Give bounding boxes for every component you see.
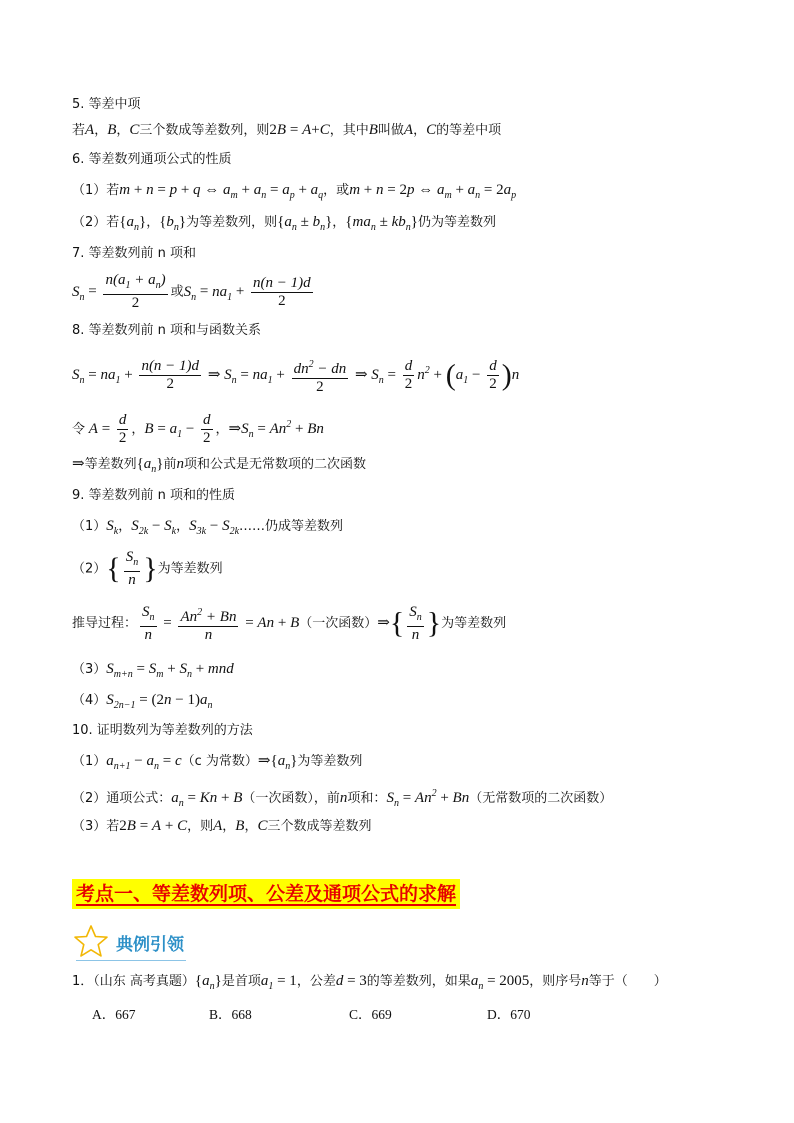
section-6-item-2: （2）若$\{a_n\}$，$\{b_n\}$为等差数列，则$\{a_n \pm b_n\}$，$\{ma_n \pm kb_n\}$仍为等差数列 xyxy=(72,214,496,233)
fraction: $\frac{d}{2}$ xyxy=(118,412,127,446)
section-10-item-3: （3）若2B = A + C，则A，B，C三个数成等差数列 xyxy=(72,818,372,834)
section-9-derivation: 推导过程： $\frac{S_n}{n}$ = $\frac{An^2 + Bn}{n}$ = An + B（一次函数）⇒{ $\frac{S_n}{n}$ }为等差数列 xyxy=(72,603,507,643)
section-7-heading: 7. 等差数列前 n 项和 xyxy=(72,246,197,261)
section-5-heading: 5. 等差中项 xyxy=(72,97,141,112)
fraction: $\frac{d}{2}$ xyxy=(203,412,211,446)
question-1: 1．（山东 高考真题）$\{a_n\}$是首项$a_1 = 1$，公差d = 3的等差数列，如果$a_n = 2005$，则序号n等于（ ） xyxy=(72,973,667,992)
fraction: $\frac{S_n}{n}$ xyxy=(142,603,155,643)
fraction: $\frac{An^2 + Bn}{n}$ xyxy=(178,604,238,644)
section-6-item-1: （1）若m + n = p + q ⇔ $a_m + a_n = a_p + a_q$，或m + n = 2p ⇔ $a_m + a_n = 2a_p$ xyxy=(72,182,517,201)
fraction: $\frac{S_n}{n}$ xyxy=(125,549,139,588)
section-8-let: 令 A = $\frac{d}{2}$ ，$B = a_1$ − $\frac{d}{2}$ ，$\Rightarrow S_n = An^2 + Bn$ xyxy=(72,412,324,446)
section-9-item-4: $(4)S_{2n-1} = (2n - 1)a_n$ xyxy=(72,692,213,711)
option-b[interactable]: B．668 xyxy=(209,1007,252,1022)
section-6-heading: 6. 等差数列通项公式的性质 xyxy=(72,152,232,167)
fraction: $\frac{S_n}{n}$ xyxy=(409,603,422,643)
fraction: $\frac{n(a_1 + a_n)}{2}$ xyxy=(105,272,166,311)
section-9-item-2: （2）{ $\frac{S_n}{n}$ }为等差数列 xyxy=(72,549,223,588)
section-8-derivation: $S_n = na_1$ + $\frac{n(n - 1)d}{2}$ ⇒ $S_n = na_1$ + $\frac{dn^2 - dn}{2}$ ⇒ $S_n$ = $\frac{d}{2}$ $n^2 + (a_1$ − $\frac{d}{2}$ )n xyxy=(72,351,519,401)
section-10-item-2: （2）通项公式：$a_n = Kn + B$（一次函数），前n项和：$S_n = An^2 + Bn$（无常数项的二次函数） xyxy=(72,788,613,809)
topic-banner: 考点一、等差数列项、公差及通项公式的求解 xyxy=(72,879,460,909)
section-9-item-1: $(1)S_k$，$S_{2k} - S_k$，$S_{3k}$ − $S_{2k}\dots\dots$仍成等差数列 xyxy=(72,518,344,537)
option-a[interactable]: A．667 xyxy=(92,1007,136,1022)
option-c[interactable]: C．669 xyxy=(349,1007,392,1022)
section-10-item-1: $(1)a_{n+1} - a_n = c(c$ 为常数）$\Rightarrow\{a_n\}$为等差数列 xyxy=(72,753,363,772)
section-10-heading: 10. 证明数列为等差数列的方法 xyxy=(72,723,253,738)
fraction: $\frac{d}{2}$ xyxy=(404,358,413,392)
section-5-text: 若A，B，C三个数成等差数列，则2B = A+C，其中B叫做A，C的等差中项 xyxy=(72,122,502,138)
subtitle-underline xyxy=(76,960,186,961)
section-8-heading: 8. 等差数列前 n 项和与函数关系 xyxy=(72,323,262,338)
fraction: $\frac{dn^2 - dn}{2}$ xyxy=(292,356,349,396)
section-8-conclusion: ⇒等差数列$\{a_n\}$前n项和公式是无常数项的二次函数 xyxy=(72,456,367,475)
section-9-item-3: $(3)S_{m+n} = S_m + S_n$ + mnd xyxy=(72,661,234,680)
star-icon xyxy=(73,924,109,958)
section-9-heading: 9. 等差数列前 n 项和的性质 xyxy=(72,488,236,503)
fraction: $\frac{n(n - 1)d}{2}$ xyxy=(141,358,200,392)
option-d[interactable]: D．670 xyxy=(487,1007,531,1022)
fraction: $\frac{d}{2}$ xyxy=(489,358,497,392)
example-subtitle: 典例引领 xyxy=(116,935,184,955)
fraction: $\frac{n(n - 1)d}{2}$ xyxy=(253,274,311,309)
section-7-formula: $S_n$ = $\frac{n(a_1 + a_n)}{2}$ 或$S_n = na_1$ + $\frac{n(n - 1)d}{2}$ xyxy=(72,272,311,311)
